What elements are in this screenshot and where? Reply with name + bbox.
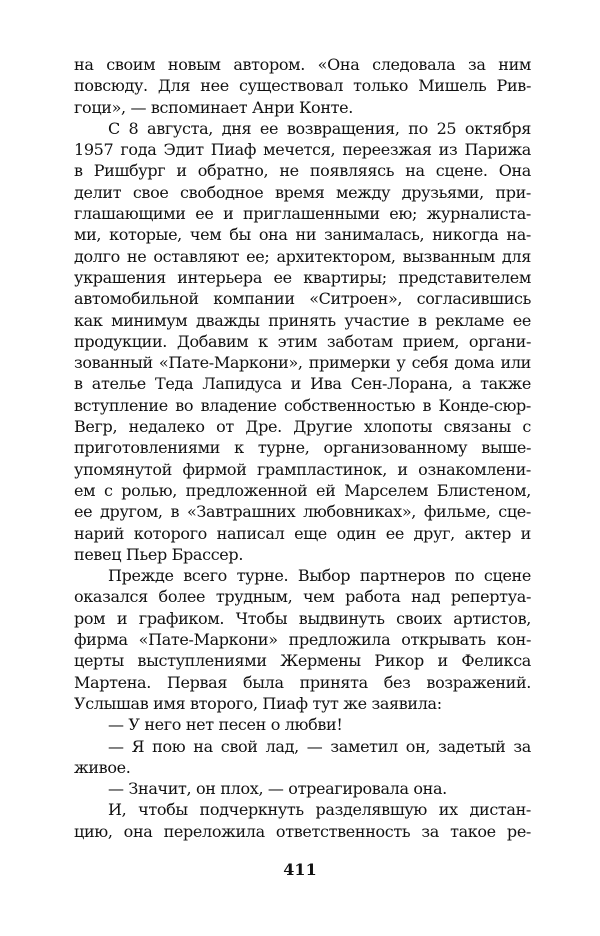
text-line: долго не оставляют ее; архитектором, вызванным для	[74, 246, 531, 266]
text-line: делит свое свободное время между друзьями, при-	[74, 182, 531, 202]
text-line: ем с ролью, предложенной ей Марселем Блистеном,	[74, 480, 531, 500]
page-number: 411	[283, 860, 317, 879]
text-line: приготовлениями к турне, организованному выше-	[74, 438, 531, 458]
text-line: церты выступлениями Жермены Рикор и Феликса	[74, 651, 531, 671]
body-text	[74, 54, 531, 842]
text-line: Мартена. Первая была принята без возражений.	[74, 672, 531, 692]
text-line: как минимум дважды принять участие в рекламе ее	[74, 310, 531, 330]
text-line: Услышав имя второго, Пиаф тут же заявила:	[74, 693, 442, 713]
text-line: певец Пьер Брассер.	[74, 544, 244, 564]
text-line: — У него нет песен о любви!	[108, 715, 343, 735]
text-line: гоци», — вспоминает Анри Конте.	[74, 97, 354, 117]
text-line: упомянутой фирмой грампластинок, и ознакомлени-	[74, 459, 531, 479]
text-line: в Ришбург и обратно, не появляясь на сцене. Она	[74, 161, 531, 181]
text-line: — Значит, он плох, — отреагировала она.	[108, 779, 447, 799]
text-line: оказался более трудным, чем работа над репертуа-	[74, 587, 531, 607]
text-line: украшения интерьера ее квартиры; представителем	[74, 267, 531, 287]
text-line: ми, которые, чем бы она ни занималась, никогда на-	[74, 225, 531, 245]
text-line: Вегр, недалеко от Дре. Другие хлопоты связаны с	[74, 417, 531, 437]
text-line: ее другом, в «Завтрашних любовниках», фильме, сце-	[74, 502, 531, 522]
text-line: зованный «Пате-Маркони», примерки у себя дома или	[74, 353, 531, 373]
text-line: С 8 августа, дня ее возвращения, по 25 октября	[108, 118, 531, 138]
text-line: повсюду. Для нее существовал только Мишель Рив-	[74, 76, 531, 96]
text-line: продукции. Добавим к этим заботам прием, органи-	[74, 331, 531, 351]
text-line: фирма «Пате-Маркони» предложила открывать кон-	[74, 630, 531, 650]
text-line: Прежде всего турне. Выбор партнеров по сцене	[108, 566, 531, 586]
text-line: в ателье Теда Лапидуса и Ива Сен-Лорана, а также	[74, 374, 531, 394]
text-line: нарий которого написал еще один ее друг, актер и	[74, 523, 531, 543]
text-line: глашающими ее и приглашенными ею; журналиста-	[74, 204, 531, 224]
text-line: вступление во владение собственностью в Конде-сюр-	[74, 395, 531, 415]
text-line: цию, она переложила ответственность за такое ре-	[74, 821, 531, 841]
text-line: И, чтобы подчеркнуть разделявшую их дистан-	[108, 800, 531, 820]
text-line: автомобильной компании «Ситроен», согласившись	[74, 289, 531, 309]
text-line: на своим новым автором. «Она следовала за ним	[74, 55, 531, 74]
text-line: живое.	[74, 757, 131, 777]
text-line: ром и графиком. Чтобы выдвинуть своих артистов,	[74, 608, 531, 628]
text-line: 1957 года Эдит Пиаф мечется, переезжая из Парижа	[74, 140, 531, 160]
text-line: — Я пою на свой лад, — заметил он, задетый за	[108, 736, 531, 756]
